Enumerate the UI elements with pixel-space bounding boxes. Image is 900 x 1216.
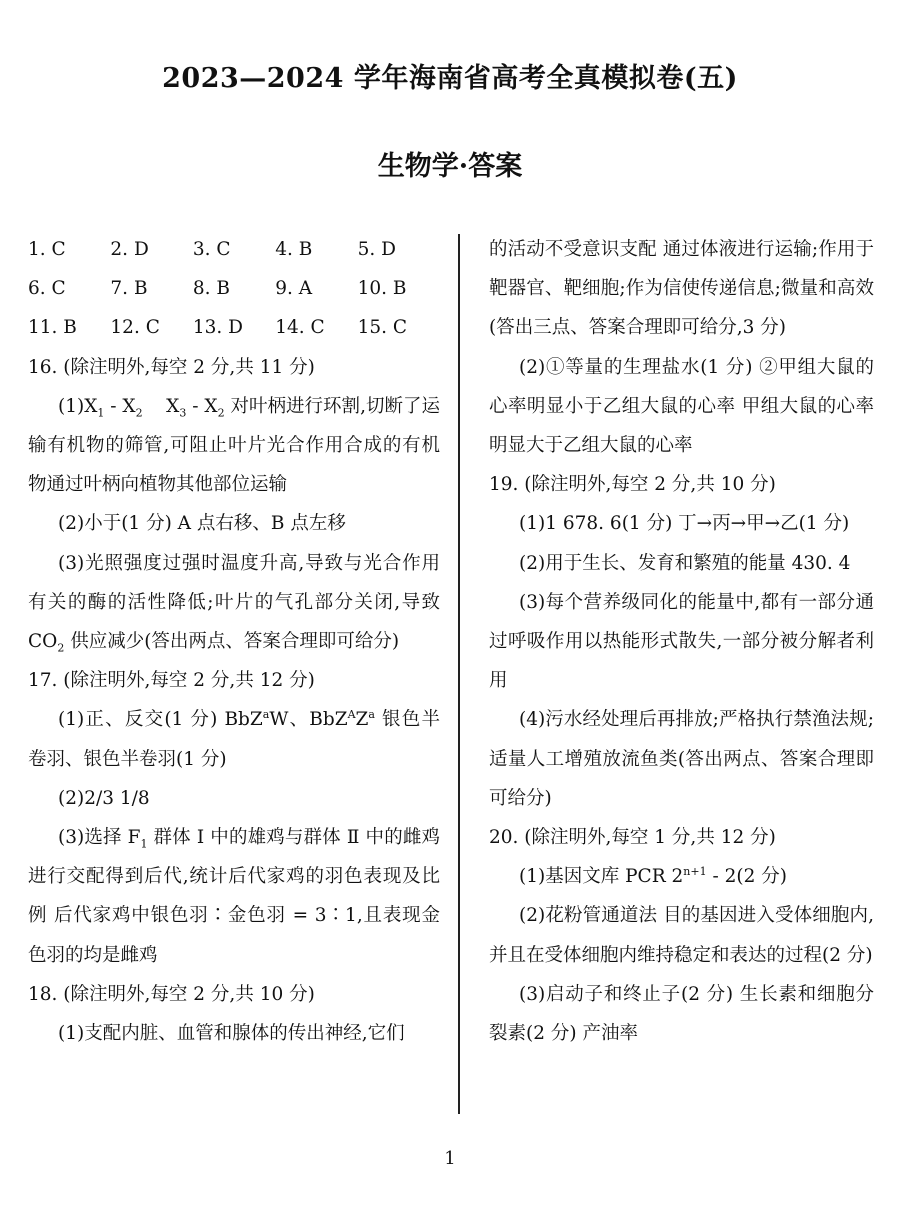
answer-item: 6. C <box>28 278 66 300</box>
answer-item: 4. B <box>275 239 313 260</box>
question-16-header: 16. (除注明外,每空 2 分,共 11 分) <box>28 356 315 378</box>
page-number: 1 <box>444 1148 456 1169</box>
question-17-part-2: (2)2/3 1/8 <box>58 787 150 809</box>
answer-item: 7. B <box>110 278 148 300</box>
answer-item: 13. D <box>192 317 243 339</box>
question-18-part-1-continued: 的活动不受意识支配 通过体液进行运输;作用于靶器官、靶细胞;作为信使传递信息;微量和高效(答出三点、答案合理即可给分,3 分) <box>489 239 874 339</box>
page-title: 2023—2024 学年海南省高考全真模拟卷(五) <box>162 63 738 94</box>
question-16-part-2: (2)小于(1 分) A 点右移、B 点左移 <box>58 513 346 535</box>
question-17-header: 17. (除注明外,每空 2 分,共 12 分) <box>28 670 315 692</box>
left-column <box>28 230 440 1053</box>
question-18-header: 18. (除注明外,每空 2 分,共 10 分) <box>28 983 315 1005</box>
question-20-part-3: (3)启动子和终止子(2 分) 生长素和细胞分裂素(2 分) 产油率 <box>489 983 874 1045</box>
answer-item: 3. C <box>192 239 231 260</box>
question-16-part-3: (3)光照强度过强时温度升高,导致与光合作用有关的酶的活性降低;叶片的气孔部分关闭,导致 $CO_2$ 供应减少(答出两点、答案合理即可给分) <box>28 552 440 655</box>
question-19-header: 19. (除注明外,每空 2 分,共 10 分) <box>489 474 776 496</box>
question-20-part-1: (1)基因文库 PCR $2^{n+1} - 2(2$ 分) <box>519 865 787 888</box>
question-17-part-1: (1)正、反交(1 分) BbZ$^a$W、$BbZ^AZ^a$ 银色半卷羽、银色半卷羽(1 分) <box>28 708 441 770</box>
question-19-part-1: (1)1 678. 6(1 分) 丁→丙→甲→乙(1 分) <box>519 513 850 535</box>
question-19-part-4: (4)污水经处理后再排放;严格执行禁渔法规;适量人工增殖放流鱼类(答出两点、答案合理即可给分) <box>489 709 874 809</box>
question-18-part-1: (1)支配内脏、血管和腺体的传出神经,它们 <box>58 1023 405 1045</box>
answer-row <box>28 269 440 308</box>
page-subtitle: 生物学·答案 <box>377 151 523 182</box>
answer-item: 2. D <box>110 239 149 260</box>
answer-item: 10. B <box>357 278 407 300</box>
answer-item: 15. C <box>357 317 408 339</box>
answer-item: 8. B <box>192 278 230 300</box>
answer-item: 14. C <box>275 317 325 339</box>
answer-item: 11. B <box>28 317 77 339</box>
question-20-header: 20. (除注明外,每空 1 分,共 12 分) <box>489 827 776 849</box>
column-divider <box>458 234 460 1114</box>
answer-item: 9. A <box>275 278 313 300</box>
answer-row <box>28 308 440 347</box>
right-column <box>489 230 874 1053</box>
answer-row <box>28 230 440 269</box>
question-20-part-2: (2)花粉管通道法 目的基因进入受体细胞内,并且在受体细胞内维持稳定和表达的过程(2 分) <box>489 905 874 966</box>
question-17-part-3: (3)选择 $F_1$ 群体 Ⅰ 中的雄鸡与群体 Ⅱ 中的雌鸡进行交配得到后代,统计后代家鸡的羽色表现及比例 后代家鸡中银色羽∶金色羽 = 3∶1,且表现金色羽的均是雌鸡 <box>28 827 440 966</box>
answer-item: 12. C <box>110 317 160 339</box>
question-19-part-3: (3)每个营养级同化的能量中,都有一部分通过呼吸作用以热能形式散失,一部分被分解者利用 <box>489 591 874 692</box>
question-18-part-2: (2)①等量的生理盐水(1 分) ②甲组大鼠的心率明显小于乙组大鼠的心率 甲组大鼠的心率明显大于乙组大鼠的心率 <box>489 356 874 457</box>
question-16-part-1: $(1)X_1 - X_2$ $X_3 - X_2$ 对叶柄进行环割,切断了运输有机物的筛管,可阻止叶片光合作用合成的有机物通过叶柄向植物其他部位运输 <box>28 395 440 496</box>
question-19-part-2: (2)用于生长、发育和繁殖的能量 430. 4 <box>519 552 851 574</box>
answer-item: 5. D <box>357 239 396 260</box>
answer-item: 1. C <box>28 239 66 260</box>
